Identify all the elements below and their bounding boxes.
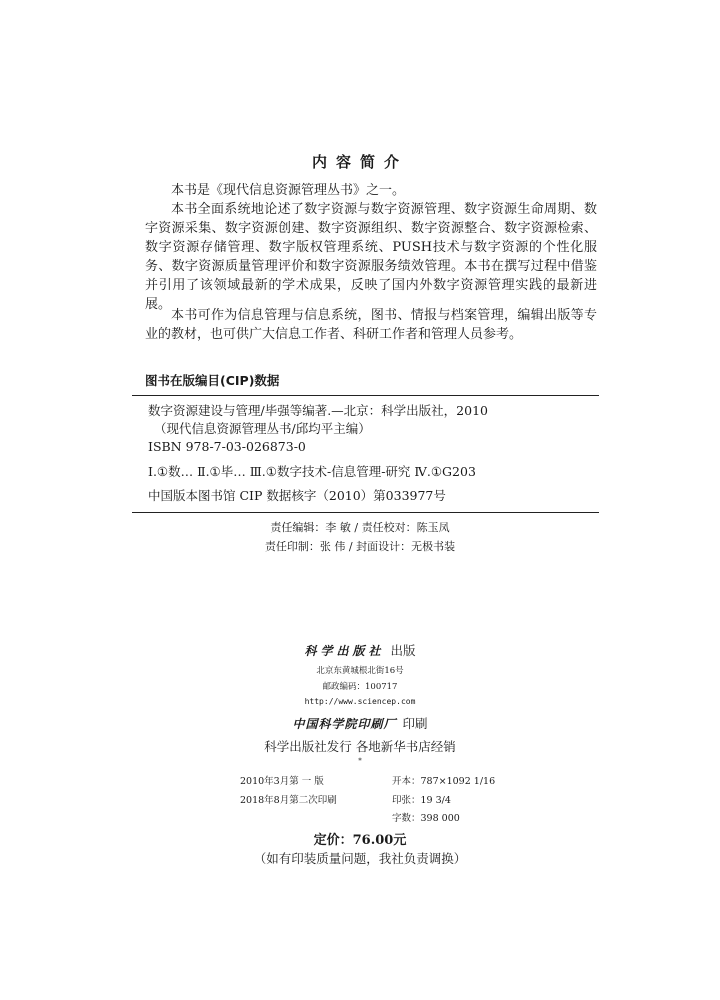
price: 定价：76.00元 xyxy=(313,833,407,848)
edition-sheets: 印张：19 3/4 xyxy=(392,795,451,806)
publisher-action: 出版 xyxy=(390,643,416,658)
staff-line-editors: 责任编辑：李 敏 / 责任校对：陈玉凤 xyxy=(270,521,450,534)
distribution-line: 科学出版社发行 各地新华书店经销 xyxy=(264,739,456,754)
edition-format: 开本：787×1092 1/16 xyxy=(392,776,496,787)
staff-line-production: 责任印制：张 伟 / 封面设计：无极书装 xyxy=(264,540,456,553)
edition-reprint: 2018年8月第二次印刷 xyxy=(240,795,337,806)
publisher-address: 北京东黄城根北街16号 xyxy=(316,666,404,676)
publisher-line xyxy=(0,641,720,659)
edition-first: 2010年3月第 一 版 xyxy=(240,776,324,787)
cip-isbn-line: ISBN 978-7-03-026873-0 xyxy=(148,439,306,454)
publisher-name: 科学出版社 xyxy=(304,644,385,658)
printer-action: 印刷 xyxy=(402,716,428,731)
quality-note: （如有印装质量问题，我社负责调换） xyxy=(253,851,467,866)
cip-top-rule xyxy=(132,395,599,396)
printer-line xyxy=(0,714,720,732)
summary-paragraph-3: 本书可作为信息管理与信息系统，图书、情报与档案管理，编辑出版等专业的教材，也可供广大信息工作者、科研工作者和管理人员参考。 xyxy=(145,308,597,342)
summary-title: 内容简介 xyxy=(311,153,408,171)
cip-series-line: （现代信息资源管理丛书/邱均平主编） xyxy=(154,421,371,436)
publisher-website: http://www.sciencep.com xyxy=(304,697,416,706)
cip-classification-line: Ⅰ.①数… Ⅱ.①毕… Ⅲ.①数字技术-信息管理-研究 Ⅳ.①G203 xyxy=(148,464,476,479)
cip-heading: 图书在版编目(CIP)数据 xyxy=(145,373,280,388)
cip-record-number-line: 中国版本图书馆 CIP 数据核字（2010）第033977号 xyxy=(148,488,446,503)
edition-word-count: 字数：398 000 xyxy=(392,813,460,824)
cip-bottom-rule xyxy=(132,512,599,513)
separator-star: * xyxy=(358,757,362,765)
summary-paragraph-2: 本书全面系统地论述了数字资源与数字资源管理、数字资源生命周期、数字资源采集、数字资源创建、数字资源组织、数字资源整合、数字资源检索、数字资源存储管理、数字版权管理系统、PUSH技术与数字资源的个性化服务、数字资源质量管理评价和数字资源服务绩效管理。本书在撰写过程中借鉴并引用了该领域最新的学术成果，反映了国内外数字资源管理实践的最新进展。 xyxy=(145,202,597,312)
printer-name: 中国科学院印刷厂 xyxy=(292,717,397,731)
cip-title-line: 数字资源建设与管理/毕强等编著.—北京：科学出版社，2010 xyxy=(148,403,488,418)
summary-paragraph-1: 本书是《现代信息资源管理丛书》之一。 xyxy=(171,183,406,198)
publisher-zip: 邮政编码：100717 xyxy=(322,682,398,692)
